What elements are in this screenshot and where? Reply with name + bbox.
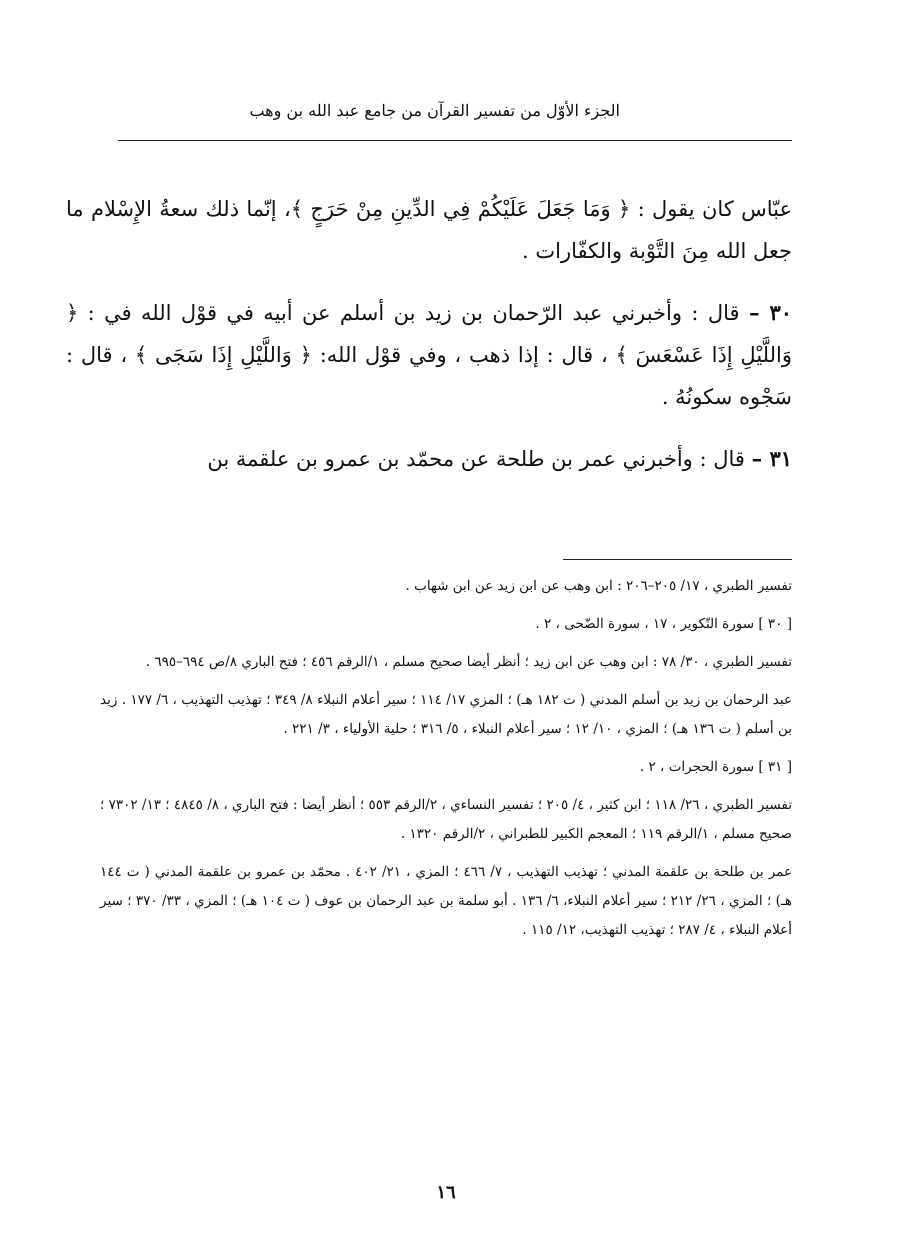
footnotes — [100, 572, 792, 954]
footnote: [ ٣٠ ] سورة التّكوير ، ١٧ ، سورة الضّحى ، ٢ . — [535, 616, 792, 632]
paragraph-30 — [66, 292, 792, 418]
paragraph-31 — [66, 438, 792, 480]
paragraph-continuation: عبّاس كان يقول : ﴿ وَمَا جَعَلَ عَلَيْكُمْ فِي الدِّينِ مِنْ حَرَجٍ ﴾، إنّما ذلك سعةُ الإِسْلام ما جعل الله مِنَ التَّوْبة والكفّارات . — [66, 197, 792, 263]
footnote: عمر بن طلحة بن علقمة المدني ؛ تهذيب التهذيب ، ٧/ ٤٦٦ ؛ المزي ، ٢١/ ٤٠٢ . محمّد بن عمرو بن علقمة المدني ( ت ١٤٤ هـ) ؛ المزي ، ٢٦/ ٢١٢ ؛ سير أعلام النبلاء، ٦/ ١٣٦ . أبو سلمة بن عبد الرحمان بن عوف ( ت ١٠٤ هـ) ؛ المزي ، ٣٣/ ٣٧٠ ؛ سير أعلام النبلاء ، ٤/ ٢٨٧ ؛ تهذيب التهذيب، ١٢/ ١١٥ . — [100, 864, 793, 938]
footnote: [ ٣١ ] سورة الحجرات ، ٢ . — [639, 759, 792, 775]
footnote: تفسير الطبري ، ٢٦/ ١١٨ ؛ ابن كثير ، ٤/ ٢٠٥ ؛ تفسير النساءي ، ٢/الرقم ٥٥٣ ؛ أنظر أيضا : فتح الباري ، ٨/ ٤٨٤٥ ؛ ١٣/ ٧٣٠٢ ؛ صحيح مسلم ، ١/الرقم ١١٩ ؛ المعجم الكبير للطبراني ، ٢/الرقم ١٣٢٠ . — [100, 797, 792, 842]
paragraph-number: ٣٠ – — [748, 300, 793, 325]
page-number: ١٦ — [436, 1182, 456, 1203]
paragraph-text: قال : وأخبرني عبد الرّحمان بن زيد بن أسلم عن أبيه في قوْل الله في : ﴿ وَاللَّيْلِ إِذَا عَسْعَسَ ﴾ ، قال : إذا ذهب ، وفي قوْل الله: ﴿ وَاللَّيْلِ إِذَا سَجَى ﴾ ، قال : سَجْوه سكونُهُ . — [66, 301, 792, 409]
footnote: تفسير الطبري ، ١٧/ ٢٠٥–٢٠٦ : ابن وهب عن ابن زيد عن ابن شهاب . — [405, 578, 792, 594]
footnote-rule — [563, 559, 792, 560]
running-head: الجزء الأوّل من تفسير القرآن من جامع عبد الله بن وهب — [249, 101, 620, 120]
footnote: عبد الرحمان بن زيد بن أسلم المدني ( ت ١٨٢ هـ) ؛ المزي ١٧/ ١١٤ ؛ سير أعلام النبلاء ٨/ ٣٤٩ ؛ تهذيب التهذيب ، ٦/ ١٧٧ . زيد بن أسلم ( ت ١٣٦ هـ) ؛ المزي ، ١٠/ ١٢ ؛ سير أعلام النبلاء ، ٥/ ٣١٦ ؛ حلية الأولياء ، ٣/ ٢٢١ . — [100, 692, 793, 737]
paragraph-text: قال : وأخبرني عمر بن طلحة عن محمّد بن عمرو بن علقمة بن — [207, 447, 745, 471]
footnote: تفسير الطبري ، ٣٠/ ٧٨ : ابن وهب عن ابن زيد ؛ أنظر أيضا صحيح مسلم ، ١/الرقم ٤٥٦ ؛ فتح الباري ٨/ص ٦٩٤–٦٩٥ . — [145, 654, 792, 670]
paragraph-number: ٣١ – — [751, 446, 792, 471]
main-text — [66, 188, 792, 500]
header-rule — [118, 140, 792, 141]
